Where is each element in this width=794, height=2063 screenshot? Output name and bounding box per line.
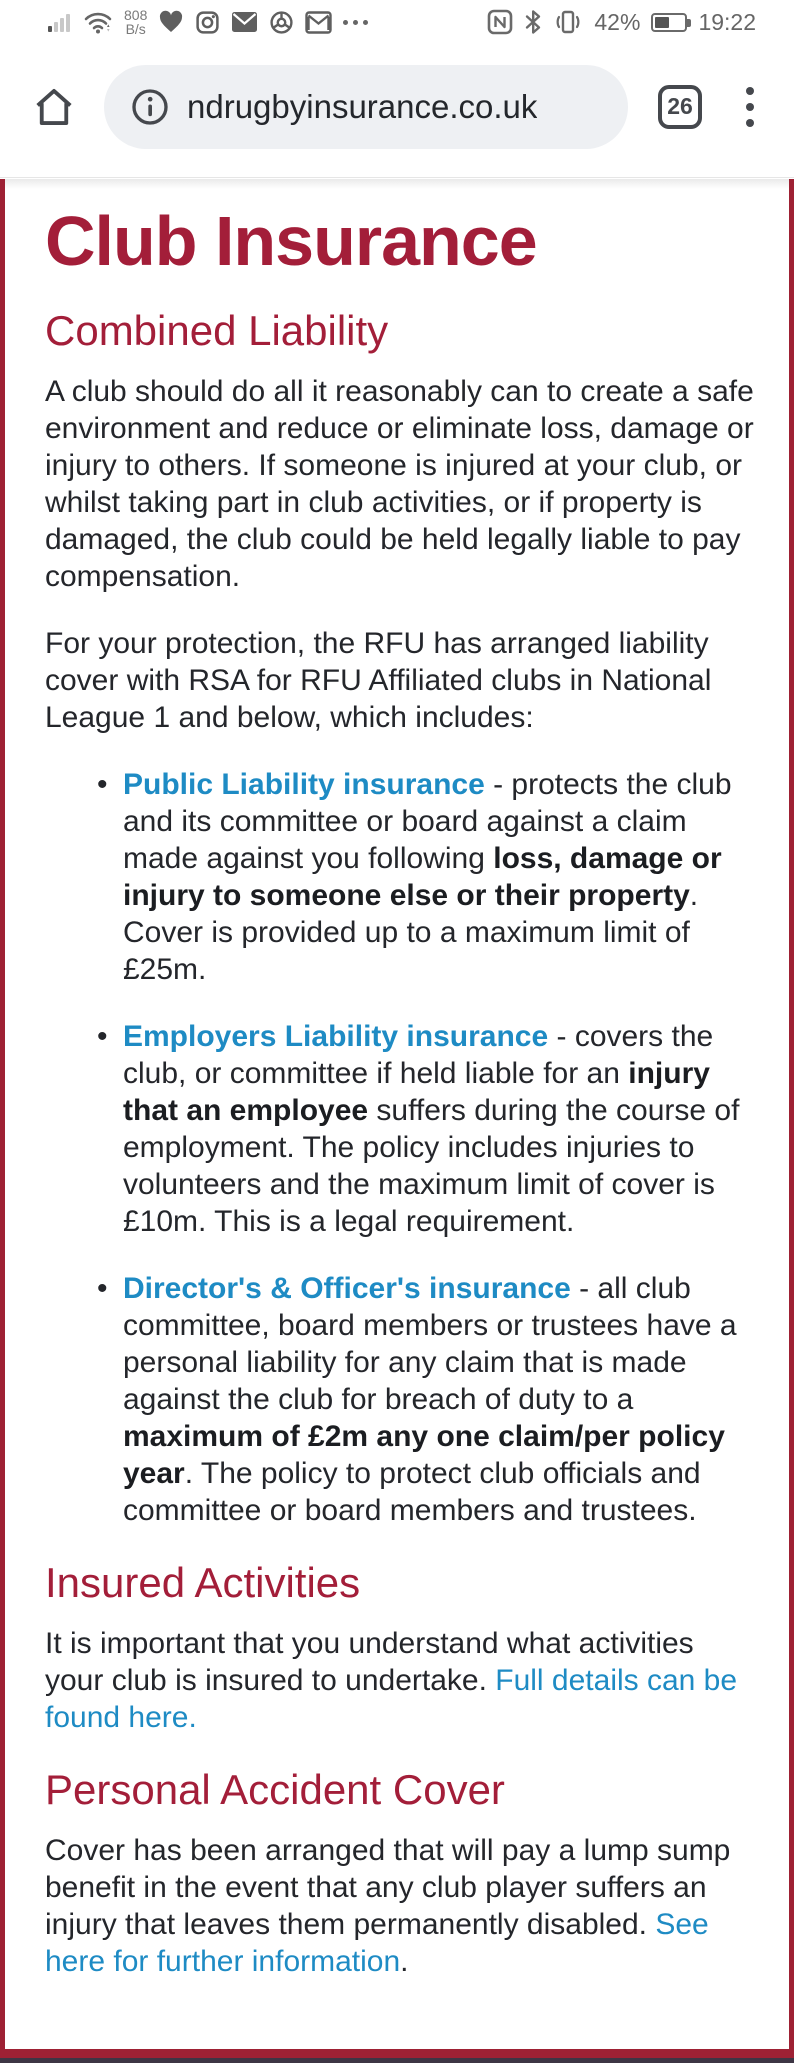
insurance-bullet-list — [97, 766, 759, 1529]
bullet-bold-text: loss, damage or injury to someone else or their property — [123, 842, 722, 912]
battery-percent: 42% — [594, 8, 641, 35]
tab-switcher[interactable] — [658, 85, 702, 129]
public-liability-link[interactable]: Public Liability insurance — [123, 768, 485, 801]
paragraph-text: It is important that you understand what activities your club is insured to undertake. — [45, 1627, 694, 1697]
heading-personal-accident: Personal Accident Cover — [45, 1766, 505, 1813]
status-bar — [0, 0, 794, 42]
bluetooth-icon — [524, 9, 542, 35]
web-page-content — [0, 179, 794, 2063]
bullet-bold-text: injury that an employee — [123, 1057, 710, 1127]
full-details-link[interactable]: Full details can be found here. — [45, 1664, 738, 1734]
page-bottom-border — [0, 2049, 794, 2063]
paragraph-insured-activities — [45, 1625, 759, 1736]
bullet-directors-officers — [97, 1270, 759, 1529]
bullet-text: - all club committee, board members or trustees have a personal liability for any claim that is made against the club for breach of duty to a — [123, 1272, 737, 1416]
status-bar-right — [487, 9, 756, 36]
bullet-text: . Cover is provided up to a maximum limit of £25m. — [123, 879, 699, 986]
network-speed: 808 B/s — [124, 7, 148, 37]
signal-strength-icon — [46, 9, 72, 35]
home-icon[interactable] — [30, 84, 78, 130]
bullet-text: - protects the club and its committee or board against a claim made against you following — [123, 768, 732, 875]
paragraph-text: Cover has been arranged that will pay a lump sump benefit in the event that any club player suffers an injury that leaves them permanently disabled. — [45, 1834, 731, 1941]
battery-icon — [651, 13, 687, 32]
bullet-text: suffers during the course of employment. The policy includes injuries to volunteers and the maximum limit of cover is £10m. This is a legal requirement. — [123, 1094, 740, 1238]
url-text[interactable]: ndrugbyinsurance.co.uk — [187, 87, 538, 125]
bullet-bold-text: maximum of £2m any one claim/per policy year — [123, 1420, 725, 1490]
heart-icon — [158, 10, 184, 34]
bullet-public-liability — [97, 766, 759, 988]
url-bar[interactable] — [104, 65, 628, 149]
wifi-icon — [83, 9, 113, 35]
see-here-link[interactable]: See here for further information — [45, 1908, 709, 1978]
more-dots-icon — [343, 20, 368, 25]
clock: 19:22 — [698, 8, 756, 35]
bullet-employers-liability — [97, 1018, 759, 1240]
page-info-icon[interactable] — [130, 87, 170, 127]
instagram-icon — [195, 10, 220, 35]
nfc-icon — [487, 9, 513, 35]
paragraph-liability-intro: A club should do all it reasonably can to create a safe environment and reduce or eliminate loss, damage or injury to others. If someone is injured at your club, or whilst taking part in club activities, or if property is damaged, the club could be held legally liable to pay compensation. — [45, 375, 754, 593]
chrome-icon — [269, 10, 294, 35]
paragraph-personal-accident — [45, 1832, 759, 1980]
bullet-text: . The policy to protect club officials and committee or board members and trustees. — [123, 1457, 701, 1527]
employers-liability-link[interactable]: Employers Liability insurance — [123, 1020, 549, 1053]
browser-toolbar — [0, 42, 794, 178]
vibrate-icon — [553, 9, 583, 35]
paragraph-text: . — [400, 1945, 409, 1978]
paragraph-rfu-cover: For your protection, the RFU has arranged liability cover with RSA for RFU Affiliated clubs in National League 1 and below, which includes: — [45, 627, 712, 734]
heading-combined-liability: Combined Liability — [45, 307, 389, 354]
status-bar-left — [46, 8, 368, 36]
browser-menu-icon[interactable] — [746, 87, 754, 127]
heading-insured-activities: Insured Activities — [45, 1559, 361, 1606]
gmail-icon — [305, 11, 332, 34]
tab-count: 26 — [667, 93, 693, 119]
page-title: Club Insurance — [45, 202, 537, 280]
mail-icon — [231, 11, 258, 33]
bullet-text: - covers the club, or committee if held liable for an — [123, 1020, 714, 1090]
directors-officers-link[interactable]: Director's & Officer's insurance — [123, 1272, 571, 1305]
